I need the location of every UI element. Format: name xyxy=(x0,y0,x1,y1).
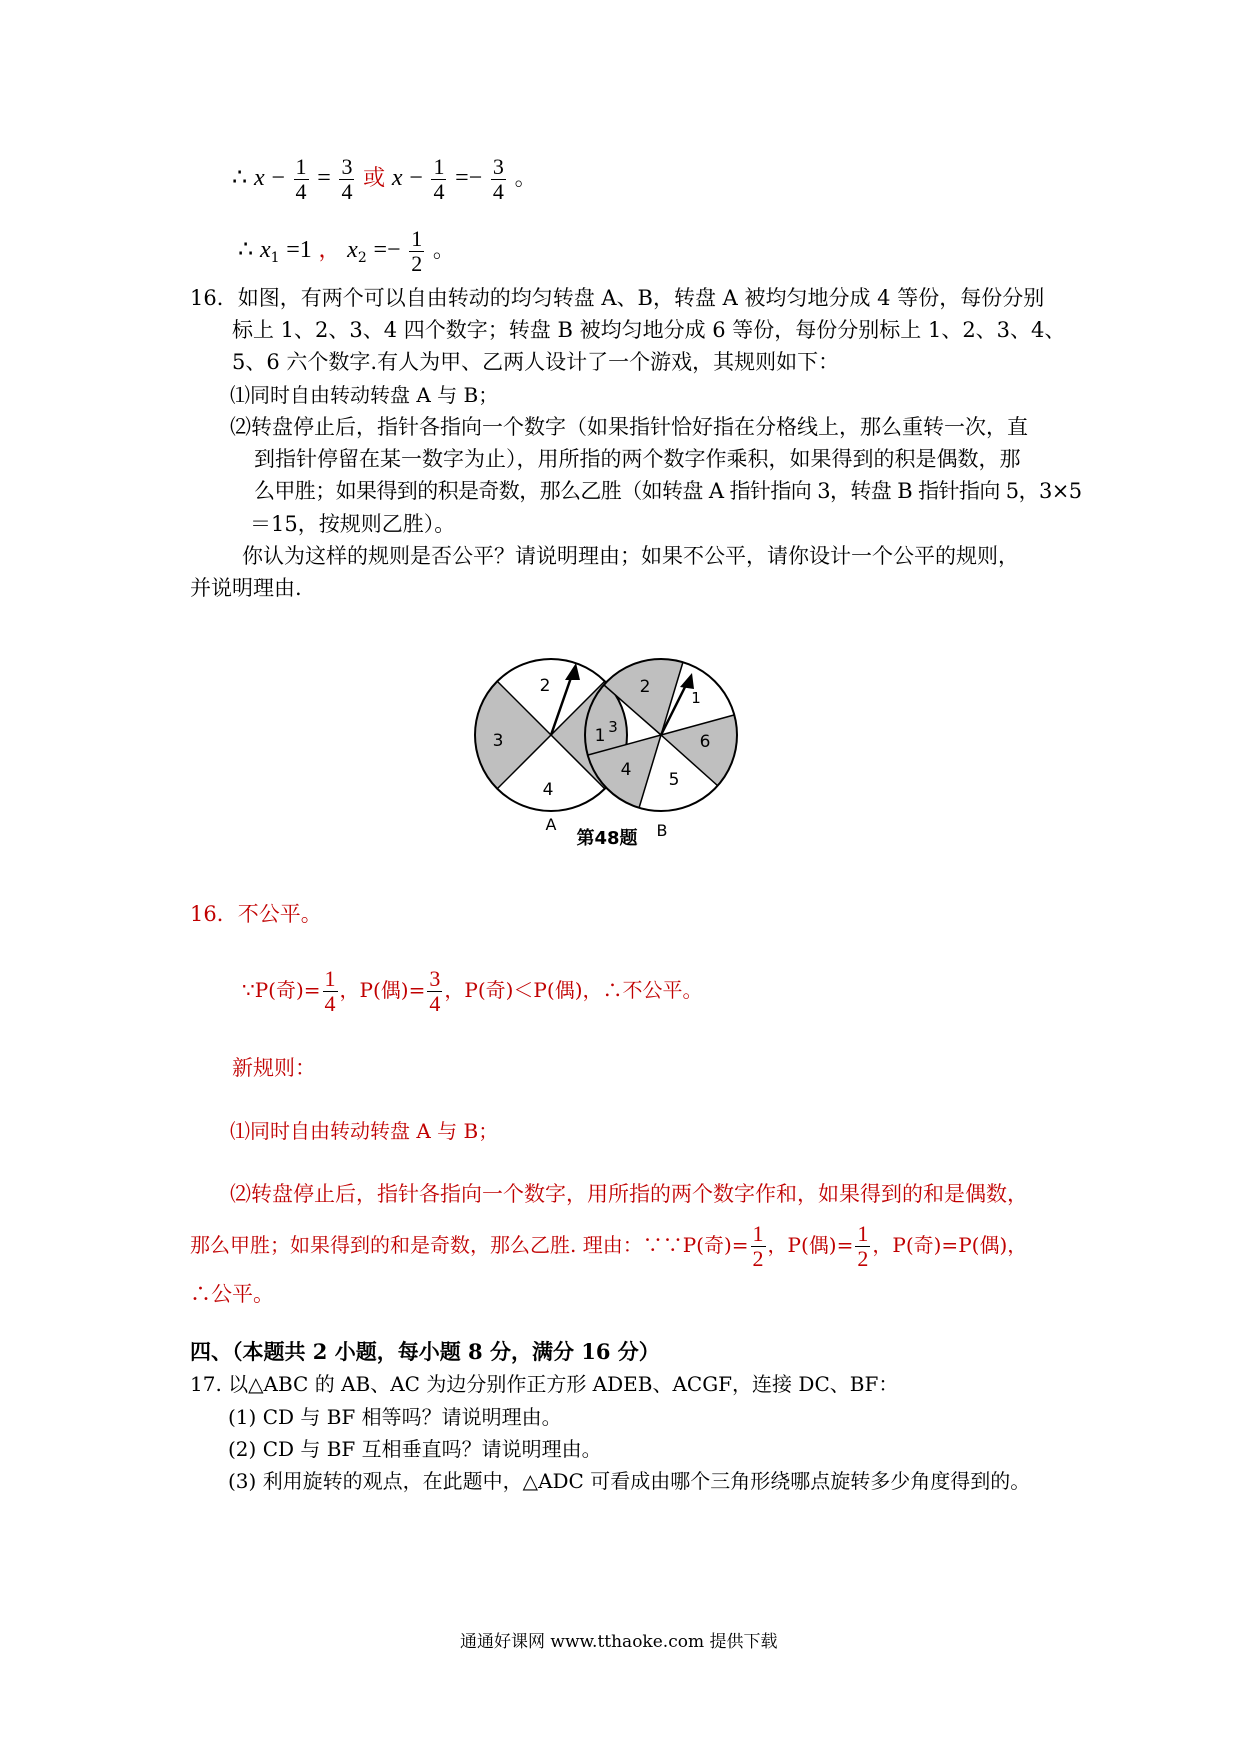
wheel-a-label-2: 2 xyxy=(539,676,551,696)
q17-part-1: (1) CD 与 BF 相等吗？请说明理由。 xyxy=(228,1405,562,1429)
fraction-1-2: $\frac{1}{2}$ xyxy=(411,226,423,276)
section4-title: 四、（本题共 2 小题，每小题 8 分，满分 16 分） xyxy=(190,1339,660,1364)
var-x2: x xyxy=(347,237,358,263)
p-even-label: ，P(偶)= xyxy=(339,978,426,1002)
wheel-b-label-2: 2 xyxy=(639,677,651,697)
answer-probability-line xyxy=(242,960,703,1020)
new-rule-1: ⑴同时自由转动转盘 A 与 B； xyxy=(230,1119,499,1143)
q17-part-2: (2) CD 与 BF 互相垂直吗？请说明理由。 xyxy=(228,1437,602,1461)
equals-sign: = xyxy=(317,165,331,191)
therefore-symbol: ∴ xyxy=(232,165,248,191)
fraction-3-4: $\frac{3}{4}$ xyxy=(492,154,504,204)
fraction-1-4: $\frac{1}{4}$ xyxy=(295,154,307,204)
wheel-b-label-6: 6 xyxy=(699,732,711,752)
period: 。 xyxy=(514,166,537,191)
wheel-a-label-1: 1 xyxy=(594,726,606,746)
q16-line-9: 你认为这样的规则是否公平？请说明理由；如果不公平，请你设计一个公平的规则， xyxy=(242,544,1019,568)
var-x: x xyxy=(391,165,403,191)
q16-line-1: 16．如图，有两个可以自由转动的均匀转盘 A、B，转盘 A 被均匀地分成 4 等份，每份分别 xyxy=(190,286,1045,310)
var-x: x xyxy=(253,165,265,191)
equals-minus-sign: =− xyxy=(373,237,401,263)
q16-line-6: 到指针停留在某一数字为止），用所指的两个数字作乘积，如果得到的积是偶数，那 xyxy=(254,447,1021,471)
fraction-1-4: $\frac{1}{4}$ xyxy=(433,154,445,204)
fraction-1-2: $\frac{1}{2}$ xyxy=(857,1221,869,1271)
math-line-1 xyxy=(232,148,537,208)
comma: ， xyxy=(318,238,341,263)
page-footer: 通通好课网 www.tthaoke.com 提供下载 xyxy=(460,1632,778,1652)
equals-minus-sign: =− xyxy=(455,165,483,191)
subscript-2: 2 xyxy=(357,250,367,266)
var-x1: x xyxy=(259,237,271,263)
wheel-a-label-3: 3 xyxy=(492,731,504,751)
q16-line-7: 么甲胜；如果得到的积是奇数，那么乙胜（如转盘 A 指针指向 3，转盘 B 指针指向 5，3×5 xyxy=(254,479,1082,503)
wheel-b-label-1: 1 xyxy=(691,689,701,707)
subscript-1: 1 xyxy=(270,250,280,266)
wheel-a-caption: A xyxy=(545,815,557,834)
fraction-1-4: $\frac{1}{4}$ xyxy=(324,966,336,1016)
figure-caption: 第48题 xyxy=(576,828,638,849)
rule3-end: ，P(奇)=P(偶)， xyxy=(872,1233,1028,1257)
rule3-mid: ，P(偶)= xyxy=(767,1233,854,1257)
q17-text: 17. 以△ABC 的 AB、AC 为边分别作正方形 ADEB、ACGF，连接 DC、BF： xyxy=(190,1372,899,1396)
fraction-1-2: $\frac{1}{2}$ xyxy=(752,1221,764,1271)
therefore-symbol: ∴ xyxy=(238,237,254,263)
wheel-b-label-3: 3 xyxy=(608,718,618,736)
answer-head: 16．不公平。 xyxy=(190,902,322,926)
period: 。 xyxy=(432,238,455,263)
spinner-figure xyxy=(460,645,840,860)
p-odd-label: ∵P(奇)= xyxy=(242,978,321,1002)
x1-value: =1 xyxy=(286,237,312,263)
answer-conclusion: ∴公平。 xyxy=(190,1282,274,1306)
q16-line-8: ＝15，按规则乙胜）。 xyxy=(250,512,456,536)
q17-part-3: (3) 利用旋转的观点，在此题中，△ADC 可看成由哪个三角形绕哪点旋转多少角度得到的。 xyxy=(228,1469,1031,1493)
wheel-a-label-4: 4 xyxy=(542,780,554,800)
wheel-b-arrow-icon xyxy=(680,673,694,689)
q16-line-3: 5、6 六个数字.有人为甲、乙两人设计了一个游戏，其规则如下： xyxy=(232,350,840,374)
q16-line-5: ⑵转盘停止后，指针各指向一个数字（如果指针恰好指在分格线上，那么重转一次，直 xyxy=(230,415,1028,439)
minus-sign: − xyxy=(409,165,423,191)
fraction-3-4: $\frac{3}{4}$ xyxy=(341,154,353,204)
new-rule-2: ⑵转盘停止后，指针各指向一个数字，用所指的两个数字作和，如果得到的和是偶数， xyxy=(230,1182,1028,1206)
q16-line-4: ⑴同时自由转动转盘 A 与 B； xyxy=(230,383,499,407)
q16-line-2: 标上 1、2、3、4 四个数字；转盘 B 被均匀地分成 6 等份，每份分别标上 1、2、3、4、 xyxy=(232,318,1066,342)
math-line-2 xyxy=(238,220,455,280)
fraction-3-4: $\frac{3}{4}$ xyxy=(429,966,441,1016)
compare-text: ，P(奇)＜P(偶)，∴不公平。 xyxy=(444,978,703,1002)
wheel-b-label-4: 4 xyxy=(620,760,632,780)
or-word: 或 xyxy=(363,166,386,191)
wheel-b-caption: B xyxy=(656,821,668,840)
new-rule-label: 新规则： xyxy=(232,1056,316,1080)
wheel-a-arrow-icon xyxy=(565,663,580,680)
q16-line-10: 并说明理由. xyxy=(190,576,302,600)
wheel-b-label-5: 5 xyxy=(668,770,680,790)
rule3-text: 那么甲胜；如果得到的和是奇数，那么乙胜. 理由：∵∵P(奇)= xyxy=(190,1233,749,1257)
new-rule-3 xyxy=(190,1215,1027,1275)
minus-sign: − xyxy=(271,165,285,191)
